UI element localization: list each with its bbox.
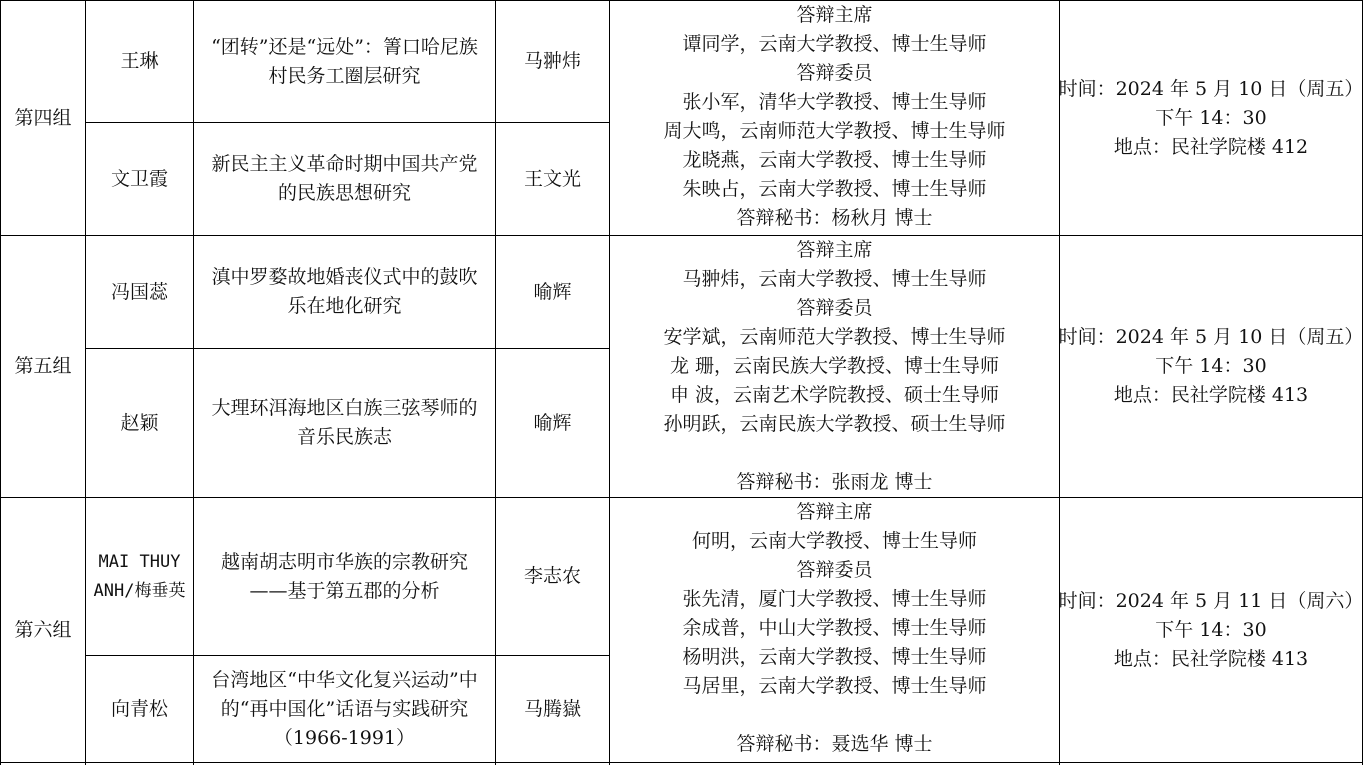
advisor-name: 喻辉 (533, 280, 572, 303)
defense-date: 时间：2024 年 5 月 10 日（周五） (1058, 77, 1364, 100)
committee-line: 孙明跃，云南民族大学教授、硕士生导师 (663, 413, 1006, 435)
committee-line: 答辩委员 (796, 559, 873, 581)
committee-line: 答辩主席 (796, 4, 873, 26)
committee-line: 周大鸣，云南师范大学教授、博士生导师 (663, 120, 1006, 142)
committee-line: 张小军，清华大学教授、博士生导师 (682, 91, 987, 113)
schedule-info (1060, 236, 1362, 497)
advisor-name: 马翀炜 (523, 50, 581, 72)
student-name: 王琳 (120, 50, 159, 72)
defense-date: 时间：2024 年 5 月 11 日（周六） (1058, 589, 1364, 612)
thesis-title: “团转”还是“远处”：箐口哈尼族村民务工圈层研究 (211, 35, 478, 87)
defense-location: 地点：民社学院楼 412 (1113, 135, 1309, 158)
thesis-title: 滇中罗婺故地婚丧仪式中的鼓吹乐在地化研究 (211, 266, 478, 317)
committee-line: 马居里，云南大学教授、博士生导师 (682, 675, 987, 697)
advisor-name: 王文光 (523, 167, 581, 190)
student-name: 文卫霞 (110, 167, 168, 190)
schedule-info (1060, 1, 1362, 235)
committee-line: 何明，云南大学教授、博士生导师 (691, 530, 977, 552)
committee-line: 余成普，中山大学教授、博士生导师 (682, 617, 987, 639)
committee-line: 龙 珊，云南民族大学教授、博士生导师 (669, 355, 1000, 377)
schedule-info (1060, 498, 1362, 762)
thesis-title: 大理环洱海地区白族三弦琴师的音乐民族志 (211, 397, 478, 448)
thesis-title: 台湾地区“中华文化复兴运动”中的“再中国化”话语与实践研究（1966-1991） (211, 668, 478, 749)
defense-location: 地点：民社学院楼 413 (1113, 384, 1309, 406)
committee-line: 杨明洪，云南大学教授、博士生导师 (682, 646, 987, 668)
group-name: 第六组 (14, 618, 72, 641)
defense-date: 时间：2024 年 5 月 10 日（周五） (1058, 326, 1364, 348)
advisor-name: 李志农 (523, 565, 581, 587)
row-divider (0, 762, 1363, 763)
table-border-right (1362, 0, 1363, 765)
committee-line: 马翀炜，云南大学教授、博士生导师 (682, 268, 987, 290)
student-name: 冯国蕊 (110, 280, 168, 303)
group-name: 第五组 (14, 355, 72, 377)
defense-hour: 下午 14：30 (1155, 355, 1267, 377)
committee-line: 朱映占，云南大学教授、博士生导师 (682, 178, 987, 200)
committee-list (610, 1, 1059, 235)
committee-list (610, 498, 1059, 762)
committee-line: 答辩秘书：张雨龙 博士 (736, 471, 933, 493)
defense-location: 地点：民社学院楼 413 (1113, 647, 1309, 670)
committee-line: 龙晓燕，云南大学教授、博士生导师 (682, 149, 987, 171)
committee-line: 谭同学，云南大学教授、博士生导师 (682, 33, 987, 55)
student-name: MAI THUY ANH/梅垂英 (93, 551, 186, 601)
committee-list (610, 236, 1059, 497)
defense-hour: 下午 14：30 (1155, 618, 1267, 641)
committee-line: 申 波，云南艺术学院教授、硕士生导师 (669, 384, 1000, 406)
committee-line: 安学斌，云南师范大学教授、博士生导师 (663, 326, 1006, 348)
committee-line: 答辩主席 (796, 501, 873, 523)
student-name: 赵颖 (120, 411, 159, 434)
committee-line: 答辩委员 (796, 62, 873, 84)
committee-line: 答辩主席 (796, 239, 873, 261)
advisor-name: 喻辉 (533, 411, 572, 434)
thesis-title: 新民主主义革命时期中国共产党的民族思想研究 (211, 153, 478, 204)
group-name: 第四组 (14, 106, 72, 129)
defense-hour: 下午 14：30 (1155, 106, 1267, 129)
committee-line: 答辩委员 (796, 297, 873, 319)
committee-line: 张先清，厦门大学教授、博士生导师 (682, 588, 987, 610)
advisor-name: 马腾嶽 (523, 697, 581, 720)
committee-line: 答辩秘书：杨秋月 博士 (736, 207, 933, 229)
student-name: 向青松 (110, 697, 168, 720)
committee-line: 答辩秘书：聂选华 博士 (736, 733, 933, 755)
thesis-title: 越南胡志明市华族的宗教研究——基于第五郡的分析 (220, 550, 468, 602)
